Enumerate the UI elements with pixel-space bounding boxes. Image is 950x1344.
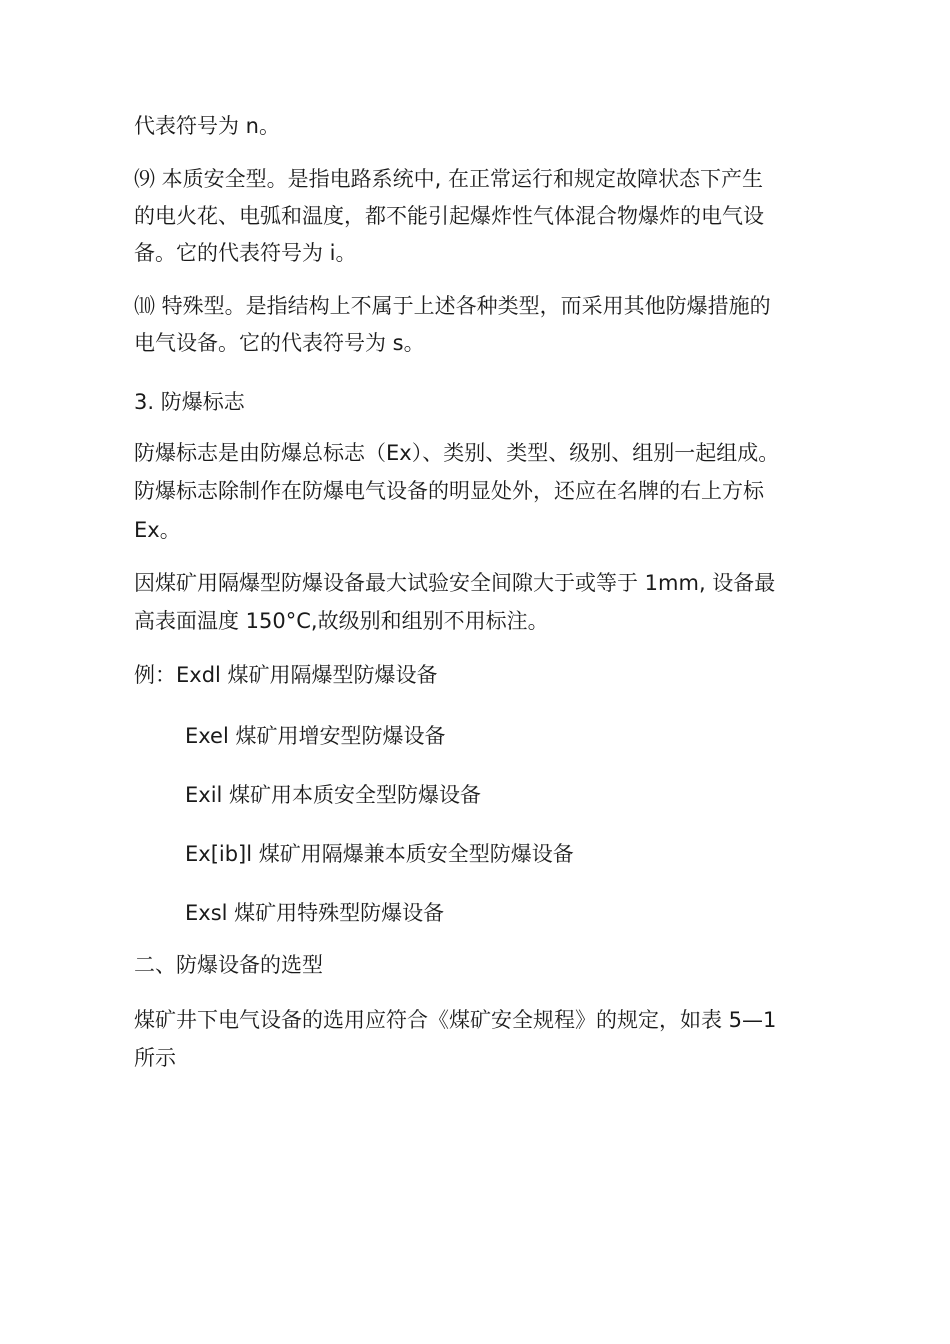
- text-line-special-type-2: 电气设备。它的代表符号为 s。: [134, 331, 425, 355]
- example-line-exil: Exil 煤矿用本质安全型防爆设备: [185, 783, 482, 807]
- text-line-selection-rule-2: 所示: [134, 1046, 176, 1070]
- example-line-exel: Exel 煤矿用增安型防爆设备: [185, 724, 446, 748]
- text-line-intrinsic-safety-2: 的电火花、电弧和温度，都不能引起爆炸性气体混合物爆炸的电气设: [134, 204, 764, 228]
- example-line-exibl: Ex[ib]l 煤矿用隔爆兼本质安全型防爆设备: [185, 842, 574, 866]
- text-line-type-n-symbol: 代表符号为 n。: [134, 114, 280, 138]
- text-line-intrinsic-safety-3: 备。它的代表符号为 i。: [134, 241, 357, 265]
- text-line-selection-rule-1: 煤矿井下电气设备的选用应符合《煤矿安全规程》的规定，如表 5—1: [134, 1008, 777, 1032]
- text-line-mark-composition-1: 防爆标志是由防爆总标志（Ex）、类别、类型、级别、组别一起组成。: [134, 441, 780, 465]
- text-line-mark-composition-3: Ex。: [134, 518, 181, 542]
- text-line-gap-temperature-1: 因煤矿用隔爆型防爆设备最大试验安全间隙大于或等于 1mm, 设备最: [134, 571, 776, 595]
- section-heading-explosion-mark: 3. 防爆标志: [134, 390, 245, 414]
- section-heading-equipment-selection: 二、防爆设备的选型: [134, 953, 323, 977]
- text-line-gap-temperature-2: 高表面温度 150°C,故级别和组别不用标注。: [134, 609, 549, 633]
- example-line-exdl: 例：Exdl 煤矿用隔爆型防爆设备: [134, 663, 438, 687]
- text-line-intrinsic-safety-1: ⑼ 本质安全型。是指电路系统中, 在正常运行和规定故障状态下产生: [134, 167, 764, 191]
- text-line-mark-composition-2: 防爆标志除制作在防爆电气设备的明显处外，还应在名牌的右上方标: [134, 479, 764, 503]
- text-line-special-type-1: ⑽ 特殊型。是指结构上不属于上述各种类型，而采用其他防爆措施的: [134, 294, 771, 318]
- example-line-exsl: Exsl 煤矿用特殊型防爆设备: [185, 901, 445, 925]
